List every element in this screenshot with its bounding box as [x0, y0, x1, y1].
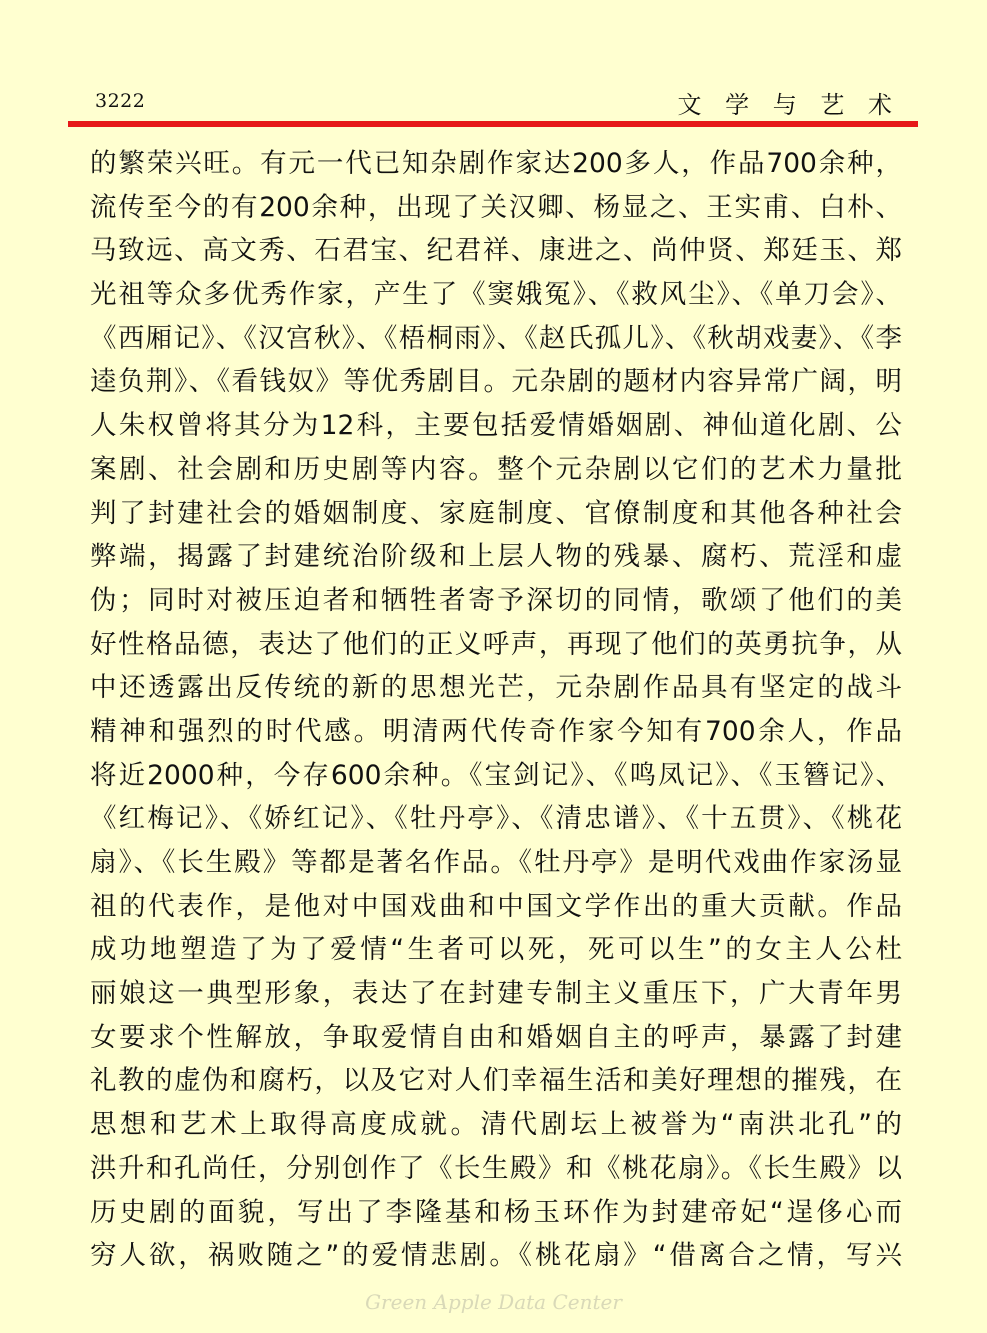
text-line: 《红梅记》、《娇红记》、《牡丹亭》、《清忠谱》、《十五贯》、《桃花	[90, 803, 902, 835]
text-line: 将近2000种，今存600余种。《宝剑记》、《鸣凤记》、《玉簪记》、	[90, 759, 902, 791]
text-line: 马致远、高文秀、石君宝、纪君祥、康进之、尚仲贤、郑廷玉、郑	[90, 235, 902, 267]
text-line: 好性格品德，表达了他们的正义呼声，再现了他们的英勇抗争，从	[90, 628, 902, 660]
text-line: 女要求个性解放，争取爱情自由和婚姻自主的呼声，暴露了封建	[90, 1021, 902, 1053]
text-line: 案剧、社会剧和历史剧等内容。整个元杂剧以它们的艺术力量批	[90, 453, 902, 485]
page-number: 3222	[95, 90, 146, 112]
text-line: 光祖等众多优秀作家，产生了《窦娥冤》、《救风尘》、《单刀会》、	[90, 279, 902, 311]
text-line: 中还透露出反传统的新的思想光芒，元杂剧作品具有坚定的战斗	[90, 672, 902, 704]
text-line: 历史剧的面貌，写出了李隆基和杨玉环作为封建帝妃“逞侈心而	[90, 1196, 902, 1228]
body-text	[90, 142, 902, 1278]
watermark: Green Apple Data Center	[365, 1290, 622, 1314]
text-line: 人朱权曾将其分为12科，主要包括爱情婚姻剧、神仙道化剧、公	[90, 410, 902, 442]
page-header	[68, 82, 918, 122]
text-line: 成功地塑造了为了爱情“生者可以死，死可以生”的女主人公杜	[90, 934, 902, 966]
text-line: 丽娘这一典型形象，表达了在封建专制主义重压下，广大青年男	[90, 978, 902, 1010]
text-line: 的繁荣兴旺。有元一代已知杂剧作家达200多人，作品700余种，	[90, 148, 902, 179]
text-line: 思想和艺术上取得高度成就。清代剧坛上被誉为“南洪北孔”的	[90, 1109, 902, 1141]
text-line: 判了封建社会的婚姻制度、家庭制度、官僚制度和其他各种社会	[90, 497, 902, 529]
running-head: 文 学 与 艺 术	[677, 91, 900, 119]
text-line: 洪升和孔尚任，分别创作了《长生殿》和《桃花扇》。《长生殿》以	[90, 1152, 902, 1184]
text-line: 精神和强烈的时代感。明清两代传奇作家今知有700余人，作品	[90, 715, 902, 747]
text-line: 伪；同时对被压迫者和牺牲者寄予深切的同情，歌颂了他们的美	[90, 584, 902, 616]
text-line: 祖的代表作，是他对中国戏曲和中国文学作出的重大贡献。作品	[90, 890, 902, 922]
text-line: 弊端，揭露了封建统治阶级和上层人物的残暴、腐朽、荒淫和虚	[90, 541, 902, 573]
text-line: 礼教的虚伪和腐朽，以及它对人们幸福生活和美好理想的摧残，在	[90, 1065, 902, 1097]
text-line: 逵负荆》、《看钱奴》等优秀剧目。元杂剧的题材内容异常广阔，明	[90, 366, 902, 398]
text-line: 流传至今的有200余种，出现了关汉卿、杨显之、王实甫、白朴、	[90, 191, 902, 223]
text-line: 扇》、《长生殿》等都是著名作品。《牡丹亭》是明代戏曲作家汤显	[90, 847, 902, 878]
text-line: 《西厢记》、《汉宫秋》、《梧桐雨》、《赵氏孤儿》、《秋胡戏妻》、《李	[90, 322, 902, 354]
text-line: 穷人欲，祸败随之”的爱情悲剧。《桃花扇》“借离合之情，写兴	[90, 1240, 902, 1272]
header-rule	[68, 121, 918, 127]
